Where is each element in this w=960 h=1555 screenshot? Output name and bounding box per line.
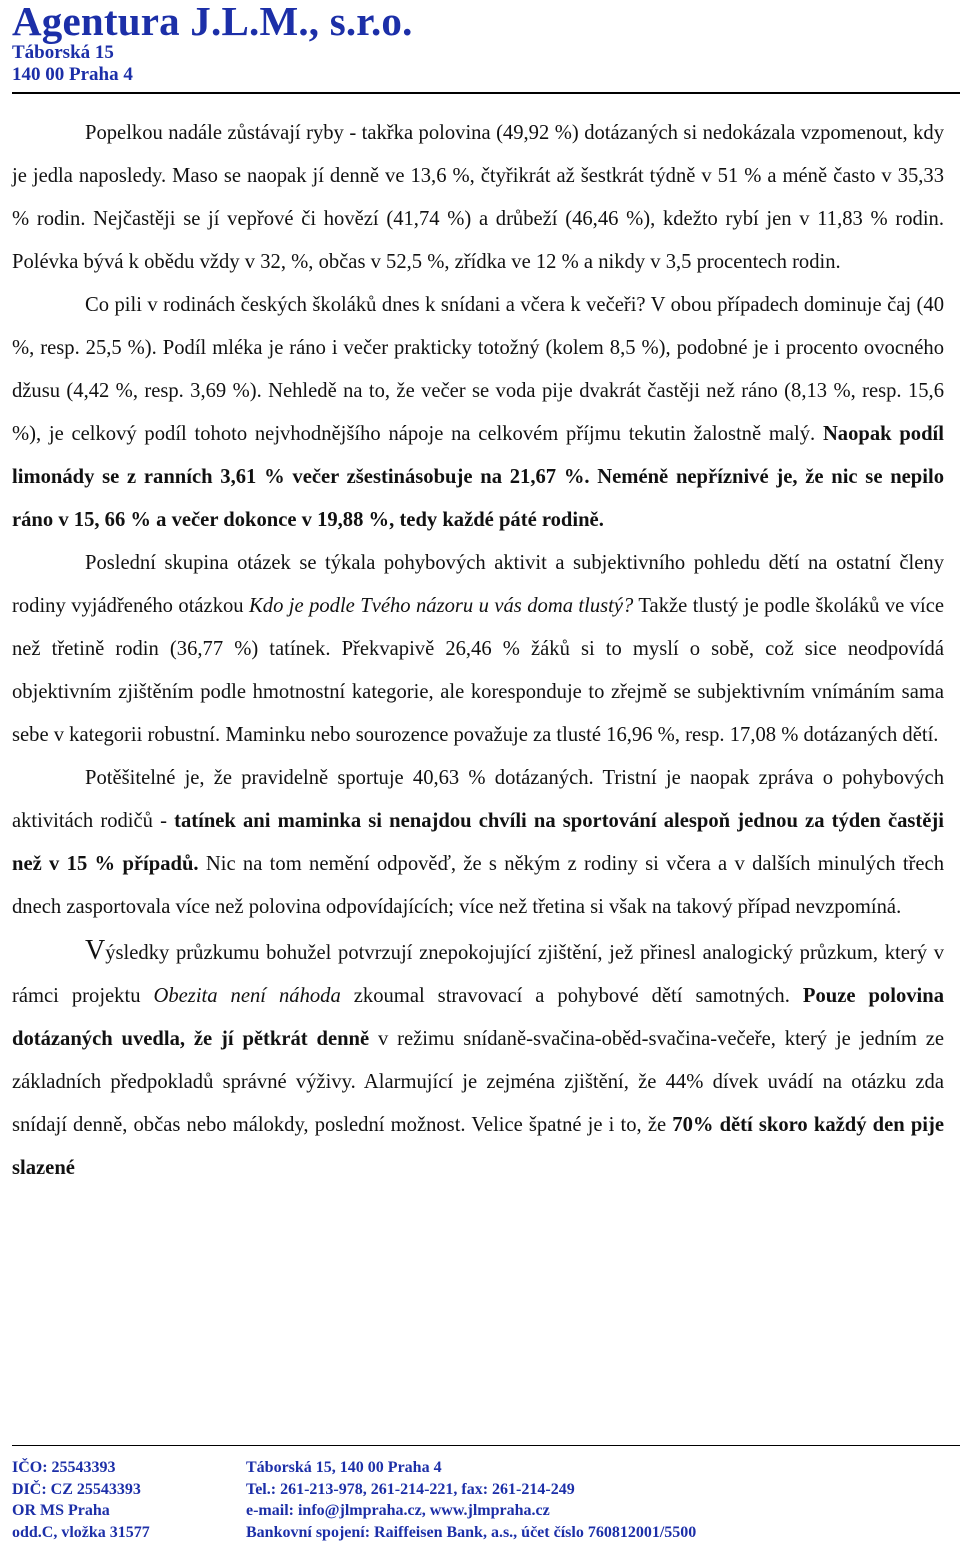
company-street: Táborská 15: [12, 42, 114, 63]
document-body: [12, 112, 944, 1190]
paragraph-text: Co pili v rodinách českých školáků dnes k snídani a včera k večeři? V obou případech dominuje čaj (40 %, resp. 25,5 %). Podíl mléka je ráno i večer prakticky totožný (kolem 8,5 %), podobné je i procento ovocného džusu (4,42 %, resp. 3,69 %). Nehledě na to, že večer se voda pije dvakrát častěji než ráno (8,13 %, resp. 15,6 %), je celkový podíl tohoto nejvhodnějšího nápoje na celkovém příjmu tekutin žalostně malý.: [12, 294, 944, 445]
paragraph-results: [12, 929, 944, 1190]
paragraph-fish-meat: [12, 112, 944, 284]
drop-letter: V: [85, 935, 106, 966]
paragraph-text: zkoumal stravovací a pohybové dětí samotných.: [353, 985, 790, 1007]
paragraph-bold-text: 70% dětí skoro každý den pije slazené: [12, 1114, 944, 1179]
paragraph-text: Takže tlustý je podle školáků ve více než třetině rodin (36,77 %) tatínek. Překvapivě 26,46 % žáků si to myslí o sobě, což sice neodpovídá objektivním zjištěním podle hmotnostní kategorie, ale koresponduje to zřejmě se subjektivním vnímáním sama sebe v kategorii robustní. Maminku nebo sourozence považuje za tlusté 16,96 %, resp. 17,08 % dotázaných dětí.: [12, 595, 944, 746]
footer-bank: Bankovní spojení: Raiffeisen Bank, a.s., účet číslo 760812001/5500: [246, 1523, 697, 1541]
company-name: Agentura J.L.M., s.r.o.: [12, 0, 413, 44]
footer-registration: [12, 1457, 150, 1543]
footer-or: OR MS Praha: [12, 1502, 110, 1519]
footer-address: Táborská 15, 140 00 Praha 4: [246, 1459, 442, 1476]
footer-ico: IČO: 25543393: [12, 1459, 116, 1476]
paragraph-text: Popelkou nadále zůstávají ryby - takřka polovina (49,92 %) dotázaných si nedokázala vzpomenout, kdy je jedla naposledy. Maso se naopak jí denně ve 13,6 %, čtyřikrát až šestkrát týdně v 51 % a méně často v 35,33 % rodin. Nejčastěji se jí vepřové či hovězí (41,74 %) a drůbeží (46,46 %), kdežto rybí jen v 11,83 % rodin. Polévka bývá k obědu vždy v 32, %, občas v 52,5 %, zřídka ve 12 % a nikdy v 3,5 procentech rodin.: [12, 122, 944, 273]
header-divider: [12, 92, 960, 94]
footer-phone: Tel.: 261-213-978, 261-214-221, fax: 261-214-249: [246, 1480, 575, 1498]
footer-dic: DIČ: CZ 25543393: [12, 1480, 141, 1498]
paragraph-text: Nic na tom nemění odpověď, že s někým z rodiny si včera a v dalších minulých třech dnech zasportovala více než polovina odpovídajících; více než třetina si však na takový případ nevzpomíná.: [12, 853, 944, 918]
paragraph-bold-text: tatínek ani maminka si nenajdou chvíli na sportování alespoň jednou za týden častěji než v 15 % případů.: [12, 810, 944, 875]
paragraph-family-weight: [12, 542, 944, 757]
paragraph-text: v režimu snídaně-svačina-oběd-svačina-večeře, který je jedním ze základních předpokladů správné výživy. Alarmující je zejména zjištění, že 44% dívek uvádí na otázku zda snídají denně, občas nebo málokdy, poslední možnost. Velice špatné je i to, že: [12, 1028, 944, 1136]
paragraph-drinks: [12, 284, 944, 542]
paragraph-bold-text: Naopak podíl limonády se z ranních 3,61 % večer zšestinásobuje na 21,67 %. Neméně nepříznivé je, že nic se nepilo ráno v 15, 66 % a večer dokonce v 19,88 %, tedy každé páté rodině.: [12, 423, 944, 531]
footer-odd: odd.C, vložka 31577: [12, 1523, 150, 1541]
project-name: Obezita není náhoda: [153, 985, 341, 1007]
footer-email: e-mail: info@jlmpraha.cz, www.jlmpraha.cz: [246, 1502, 550, 1519]
footer-contact: [246, 1457, 696, 1543]
company-city: 140 00 Praha 4: [12, 64, 133, 85]
paragraph-sport: [12, 757, 944, 929]
paragraph-text: Potěšitelné je, že pravidelně sportuje 40,63 % dotázaných. Tristní je naopak zpráva o pohybových aktivitách rodičů -: [12, 767, 944, 832]
footer-divider: [12, 1445, 960, 1446]
paragraph-text: ýsledky průzkumu bohužel potvrzují znepokojující zjištění, jež přinesl analogický průzkum, který v rámci projektu: [12, 942, 944, 1007]
paragraph-bold-text: Pouze polovina dotázaných uvedla, že jí pětkrát denně: [12, 985, 945, 1050]
paragraph-text: Poslední skupina otázek se týkala pohybových aktivit a subjektivního pohledu dětí na ostatní členy rodiny vyjádřeného otázkou: [12, 552, 944, 617]
paragraph-question: Kdo je podle Tvého názoru u vás doma tlustý?: [249, 595, 634, 617]
letterhead: [12, 0, 413, 86]
